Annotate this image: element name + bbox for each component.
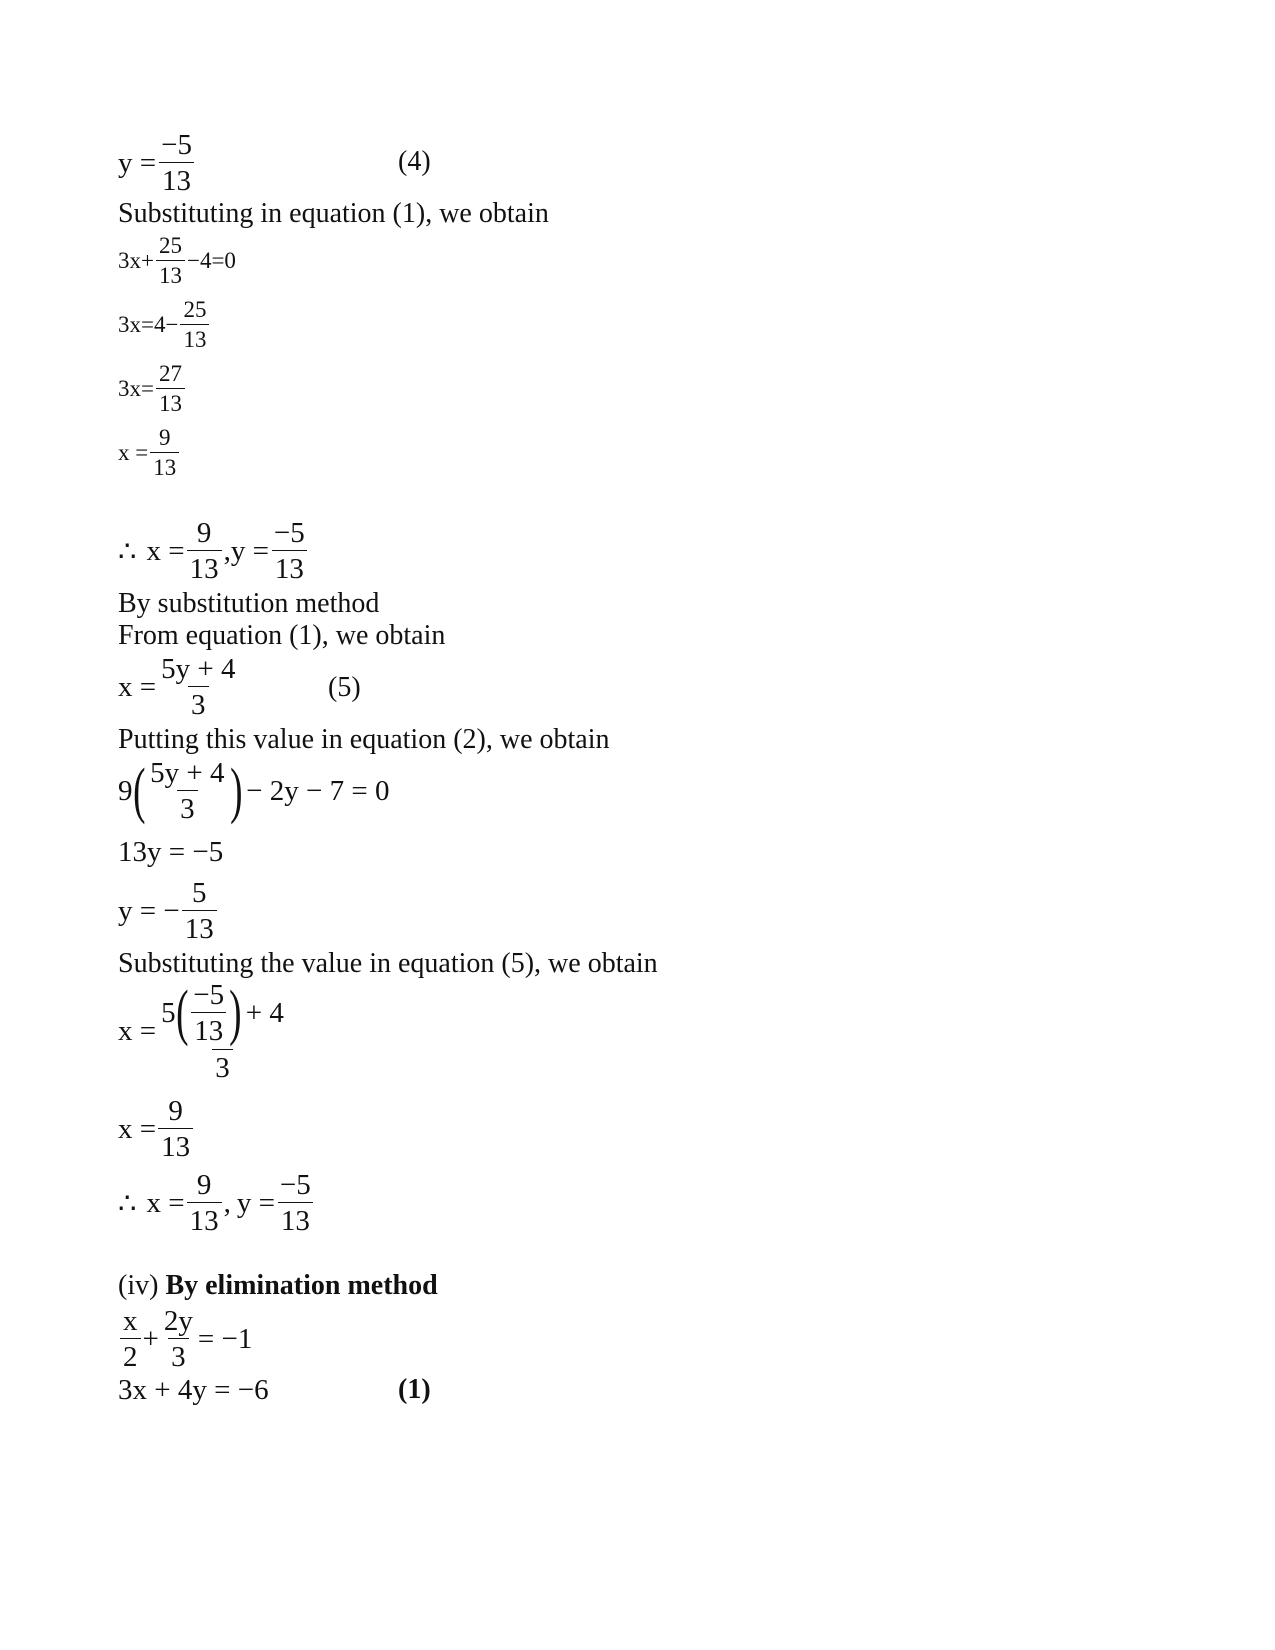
equation: x = $\frac{9}{13}$	[118, 1096, 195, 1163]
fraction: $\frac{25}{13}$	[156, 234, 185, 288]
equation-tag: (5)	[328, 672, 361, 703]
equation: 3x+ $\frac{25}{13}$ −4=0	[118, 233, 236, 289]
equation-result: ∴ x = $\frac{9}{13}$ , y = $\frac{-5}{13}$	[118, 1170, 316, 1237]
fraction: $\frac{27}{13}$	[156, 362, 185, 416]
equation-y-value	[118, 130, 197, 197]
equation: $\frac{x}{2}$ + $\frac{2y}{3}$ = −1	[118, 1306, 252, 1373]
fraction: $\frac{-5}{13}$	[158, 130, 195, 197]
equation: 3x=4− $\frac{25}{13}$	[118, 298, 211, 352]
fraction: $\frac{5y + 4}{3}$	[161, 653, 236, 722]
fraction: $\frac{2y}{3}$	[163, 1305, 193, 1374]
fraction: $\frac{9}{13}$	[187, 518, 222, 585]
equation-result: ∴ x = $\frac{9}{13}$ , y = $\frac{-5}{13}$	[118, 518, 310, 585]
paragraph: Putting this value in equation (2), we obtain	[118, 724, 610, 755]
fraction: $\frac{9}{13}$	[150, 426, 179, 480]
fraction: $\frac{9}{13}$	[187, 1170, 222, 1237]
paragraph: By substitution method	[118, 588, 380, 619]
section-heading: (iv) By elimination method	[118, 1270, 438, 1301]
fraction: $\frac{-5}{13}$	[190, 980, 227, 1047]
fraction: $\frac{-5}{13}$	[277, 1170, 314, 1237]
equation: 9 ( $\frac{5y + 4}{3}$ ) − 2y − 7 = 0	[118, 757, 390, 826]
equation: 3x + 4y = −6	[118, 1374, 269, 1406]
equation: x = $\frac{5y + 4}{3}$	[118, 654, 240, 721]
equation-tag: (4)	[398, 146, 431, 177]
equation: y = − $\frac{5}{13}$	[118, 878, 219, 945]
fraction: $\frac{5y + 4}{3}$	[150, 757, 225, 826]
eq-lhs: y =	[118, 146, 157, 179]
fraction: $\frac{x}{2}$	[120, 1306, 141, 1373]
equation-tag: (1)	[398, 1374, 431, 1405]
fraction: $\frac{-5}{13}$	[271, 518, 308, 585]
equation: 3x= $\frac{27}{13}$	[118, 362, 187, 416]
fraction: $\frac{5}{13}$	[182, 878, 217, 945]
paragraph: Substituting in equation (1), we obtain	[118, 198, 549, 229]
fraction: 5 ( $\frac{-5}{13}$ ) + 4 3	[161, 979, 284, 1084]
paragraph: From equation (1), we obtain	[118, 620, 446, 651]
equation: x = $\frac{9}{13}$	[118, 426, 181, 480]
equation: x = 5 ( $\frac{-5}{13}$ ) + 4 3	[118, 980, 289, 1083]
paragraph: Substituting the value in equation (5), we obtain	[118, 948, 658, 979]
equation: 13y = −5	[118, 836, 224, 868]
fraction: $\frac{9}{13}$	[158, 1096, 193, 1163]
fraction: $\frac{25}{13}$	[180, 298, 209, 352]
